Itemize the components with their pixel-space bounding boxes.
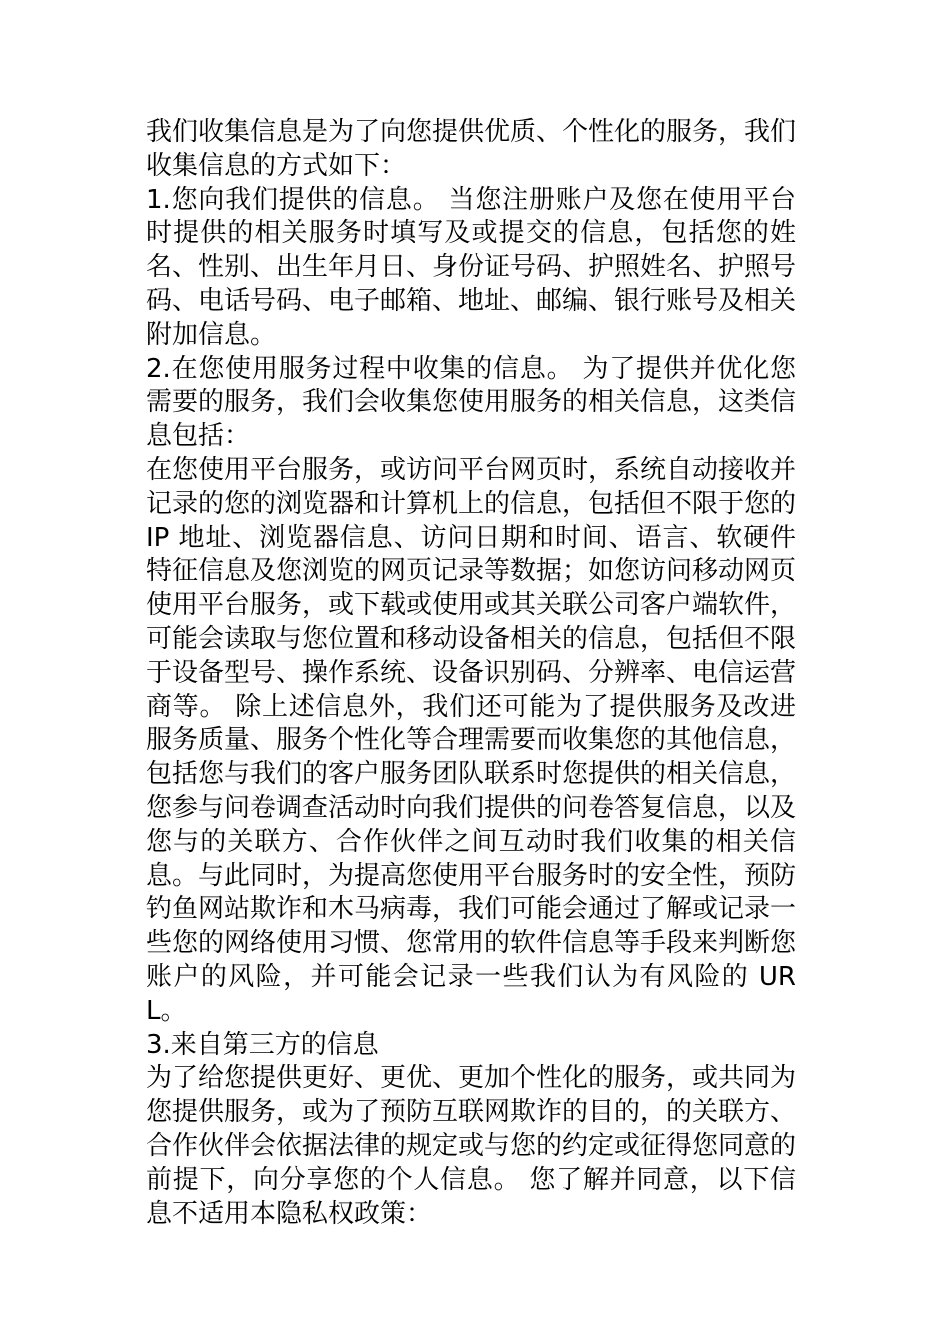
paragraph-item-3: 3.来自第三方的信息	[146, 1029, 379, 1060]
document-body	[146, 116, 796, 1231]
paragraph-item-2: 2.在您使用服务过程中收集的信息。 为了提供并优化您需要的服务，我们会收集您使用服务的相关信息，这类信息包括：	[146, 353, 797, 452]
paragraph-item-1: 1.您向我们提供的信息。 当您注册账户及您在使用平台时提供的相关服务时填写及或提交的信息，包括您的姓名、性别、出生年月日、身份证号码、护照姓名、护照号码、电话号码、电子邮箱、地址、邮编、银行账号及相关附加信息。	[146, 184, 797, 350]
paragraph-item-2-detail: 在您使用平台服务，或访问平台网页时，系统自动接收并记录的您的浏览器和计算机上的信息，包括但不限于您的IP 地址、浏览器信息、访问日期和时间、语言、软硬件特征信息及您浏览的网页记录等数据；如您访问移动网页使用平台服务，或下载或使用或其关联公司客户端软件，可能会读取与您位置和移动设备相关的信息，包括但不限于设备型号、操作系统、设备识别码、分辨率、电信运营商等。 除上述信息外，我们还可能为了提供服务及改进服务质量、服务个性化等合理需要而收集您的其他信息，包括您与我们的客户服务团队联系时您提供的相关信息，您参与问卷调查活动时向我们提供的问卷答复信息，以及您与的关联方、合作伙伴之间互动时我们收集的相关信息。与此同时，为提高您使用平台服务时的安全性，预防钓鱼网站欺诈和木马病毒，我们可能会通过了解或记录一些您的网络使用习惯、您常用的软件信息等手段来判断您账户的风险，并可能会记录一些我们认为有风险的 URL。	[146, 454, 797, 1026]
paragraph-item-3-detail: 为了给您提供更好、更优、更加个性化的服务，或共同为您提供服务，或为了预防互联网欺诈的目的，的关联方、合作伙伴会依据法律的规定或与您的约定或征得您同意的前提下，向分享您的个人信息。 您了解并同意，以下信息不适用本隐私权政策：	[146, 1063, 797, 1229]
paragraph-intro: 我们收集信息是为了向您提供优质、个性化的服务，我们收集信息的方式如下：	[146, 117, 797, 181]
